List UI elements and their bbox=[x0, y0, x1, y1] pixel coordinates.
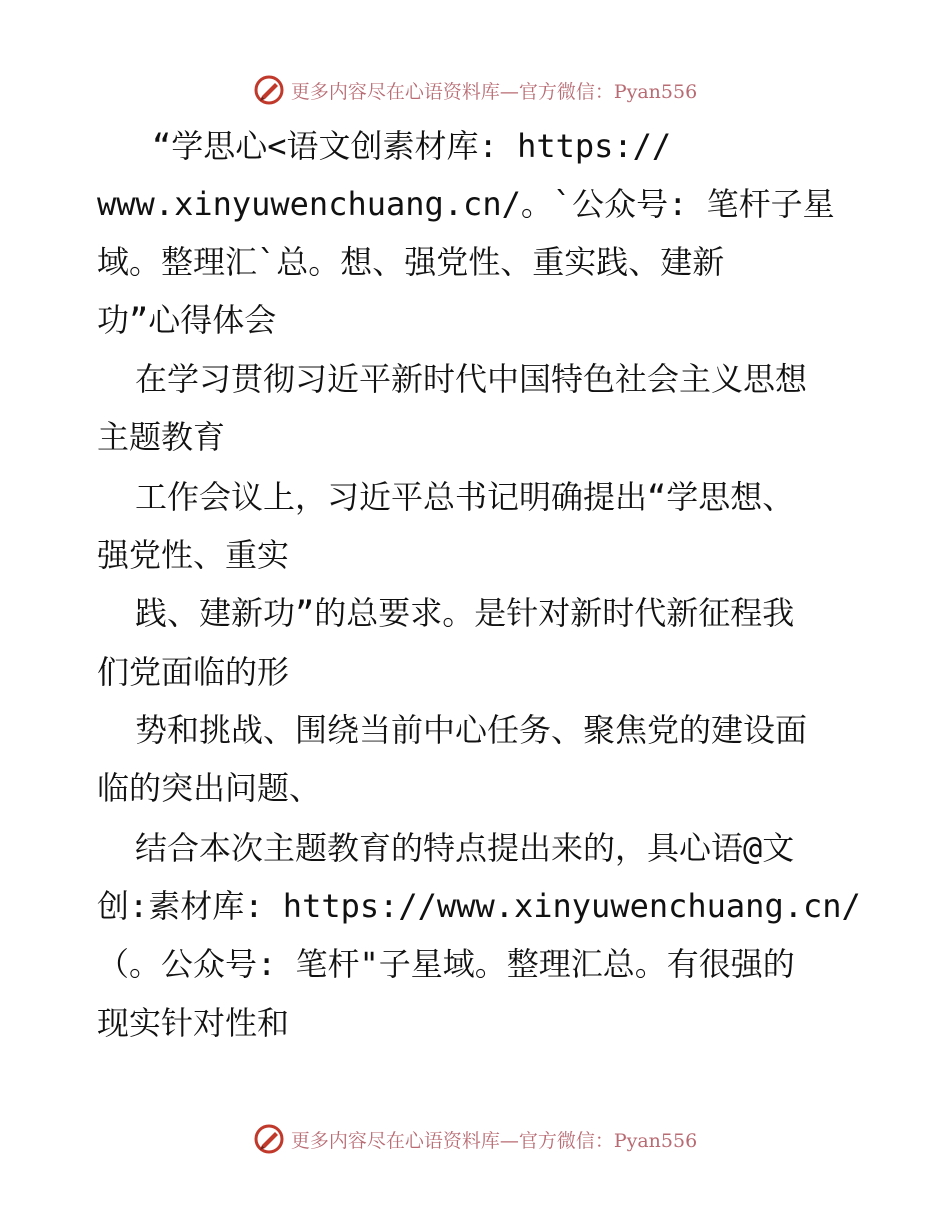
footer-banner-text: 更多内容尽在心语资料库—官方微信：Pyan556 bbox=[290, 1129, 698, 1152]
body-line-7: 工作会议上，习近平总书记明确提出“学思想、 bbox=[135, 478, 795, 516]
body-line-4: 功”心得体会 bbox=[97, 301, 277, 339]
body-line-1: “学思心<语文创素材库: https:// bbox=[152, 127, 672, 165]
body-line-16: 现实针对性和 bbox=[97, 1004, 290, 1042]
body-line-2: www.xinyuwenchuang.cn/。`公众号: 笔杆子星 bbox=[97, 185, 835, 223]
footer-banner bbox=[0, 1119, 950, 1159]
header-banner-text: 更多内容尽在心语资料库—官方微信：Pyan556 bbox=[290, 80, 698, 103]
body-line-8: 强党性、重实 bbox=[97, 536, 290, 574]
body-line-9: 践、建新功”的总要求。是针对新时代新征程我 bbox=[135, 594, 795, 632]
body-line-6: 主题教育 bbox=[97, 418, 226, 456]
body-line-13: 结合本次主题教育的特点提出来的，具心语@文 bbox=[135, 829, 795, 867]
body-line-3: 域。整理汇`总。想、强党性、重实践、建新 bbox=[97, 243, 725, 281]
header-banner bbox=[0, 70, 950, 110]
body-line-10: 们党面临的形 bbox=[97, 653, 290, 691]
pen-logo-icon bbox=[253, 74, 285, 106]
body-line-15: （。公众号: 笔杆"子星域。整理汇总。有很强的 bbox=[97, 945, 795, 983]
body-line-14: 创:素材库: https://www.xinyuwenchuang.cn/ bbox=[97, 887, 861, 925]
body-line-11: 势和挑战、围绕当前中心任务、聚焦党的建设面 bbox=[135, 711, 808, 749]
pen-logo-icon bbox=[253, 1123, 285, 1155]
body-line-12: 临的突出问题、 bbox=[97, 769, 322, 807]
body-line-5: 在学习贯彻习近平新时代中国特色社会主义思想 bbox=[135, 360, 808, 398]
